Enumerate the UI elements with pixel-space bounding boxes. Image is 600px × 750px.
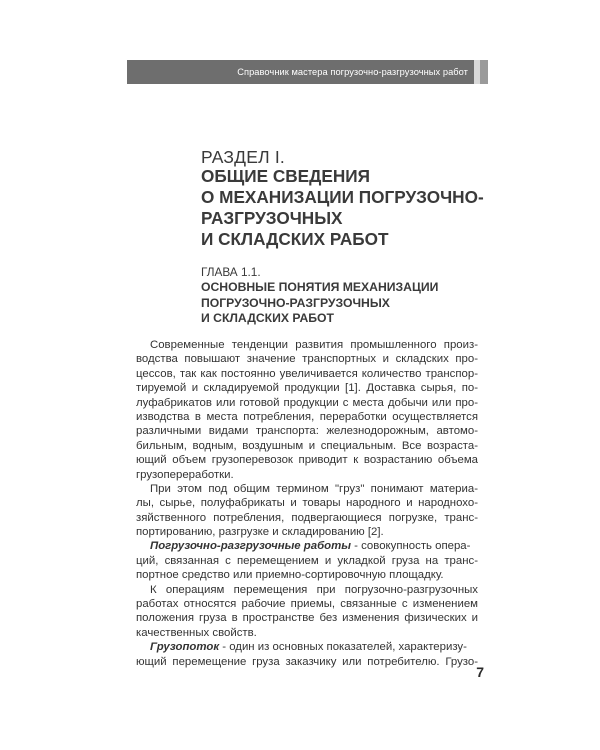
text-line: портное средство или приемно-сортировочную площадку. xyxy=(136,569,444,582)
text-line: зяйственного потребления, подвергающиеся погрузке, транс- xyxy=(136,511,478,524)
definition-line xyxy=(136,640,478,654)
definition-text: - совокупность опера- xyxy=(350,540,471,553)
text-line: различными видами транспорта: железнодорожным, автомо- xyxy=(136,425,478,438)
page-number: 7 xyxy=(476,664,484,680)
text-line: изводства в места потребления, переработки осуществляется xyxy=(136,410,478,423)
text-line: бильным, водным, воздушным и специальным. Все возраста- xyxy=(136,439,478,452)
text-line: работах относятся рабочие приемы, связанные с изменением xyxy=(136,598,478,611)
chapter-title-line: ОСНОВНЫЕ ПОНЯТИЯ МЕХАНИЗАЦИИ xyxy=(201,280,439,294)
chapter-label: ГЛАВА 1.1. xyxy=(201,265,261,279)
text-line: грузопереработки. xyxy=(136,468,234,481)
text-line: лы, сырье, полуфабрикаты и товары народного и народнохо- xyxy=(136,497,478,510)
section-label: РАЗДЕЛ I. xyxy=(201,147,285,167)
term-cargo-handling: Погрузочно-разгрузочные работы xyxy=(150,540,351,553)
body-text xyxy=(136,338,478,669)
running-header xyxy=(127,60,480,84)
text-line: При этом под общим термином "груз" понимают материа- xyxy=(150,482,478,495)
chapter-title-line: ПОГРУЗОЧНО-РАЗГРУЗОЧНЫХ xyxy=(201,295,390,310)
text-line: Современные тенденции развития промышленного произ- xyxy=(150,339,478,351)
term-cargo-flow: Грузопоток xyxy=(150,641,220,654)
section-title-line: И СКЛАДСКИХ РАБОТ xyxy=(201,229,389,249)
text-line: ющий перемещение груза заказчику или потребителю. Грузо- xyxy=(136,655,478,668)
text-line: положения груза в пространстве без изменения физических и xyxy=(136,612,478,625)
definition-line xyxy=(136,539,478,553)
text-line: тируемой и складируемой продукции [1]. Доставка сырья, по- xyxy=(136,382,478,395)
section-title-line: РАЗГРУЗОЧНЫХ xyxy=(201,208,343,228)
chapter-title-line: И СКЛАДСКИХ РАБОТ xyxy=(201,311,334,325)
text-line: портированию, разгрузке и складированию [2]. xyxy=(136,526,384,539)
header-tab-marker xyxy=(480,60,488,84)
text-line: ющий объем грузоперевозок приводит к возрастанию объема xyxy=(136,454,478,467)
running-header-text: Справочник мастера погрузочно-разгрузочных работ xyxy=(237,67,468,77)
chapter-title xyxy=(201,280,438,327)
text-line: К операциям перемещения при погрузочно-разгрузочных xyxy=(150,583,478,596)
text-line: цессов, так как постоянно увеличивается количество транспор- xyxy=(136,367,478,380)
text-line: качественных свойств. xyxy=(136,626,257,639)
section-title-line: О МЕХАНИЗАЦИИ ПОГРУЗОЧНО- xyxy=(201,187,484,207)
section-title xyxy=(201,166,484,250)
definition-text: - один из основных показателей, характеризу- xyxy=(219,641,467,654)
section-title-line: ОБЩИЕ СВЕДЕНИЯ xyxy=(201,166,370,186)
text-line: ций, связанная с перемещением и укладкой груза на транс- xyxy=(136,554,478,567)
text-line: луфабрикатов или готовой продукции с места добычи или про- xyxy=(136,396,478,409)
text-line: водства повышают значение транспортных и складских про- xyxy=(136,353,478,366)
